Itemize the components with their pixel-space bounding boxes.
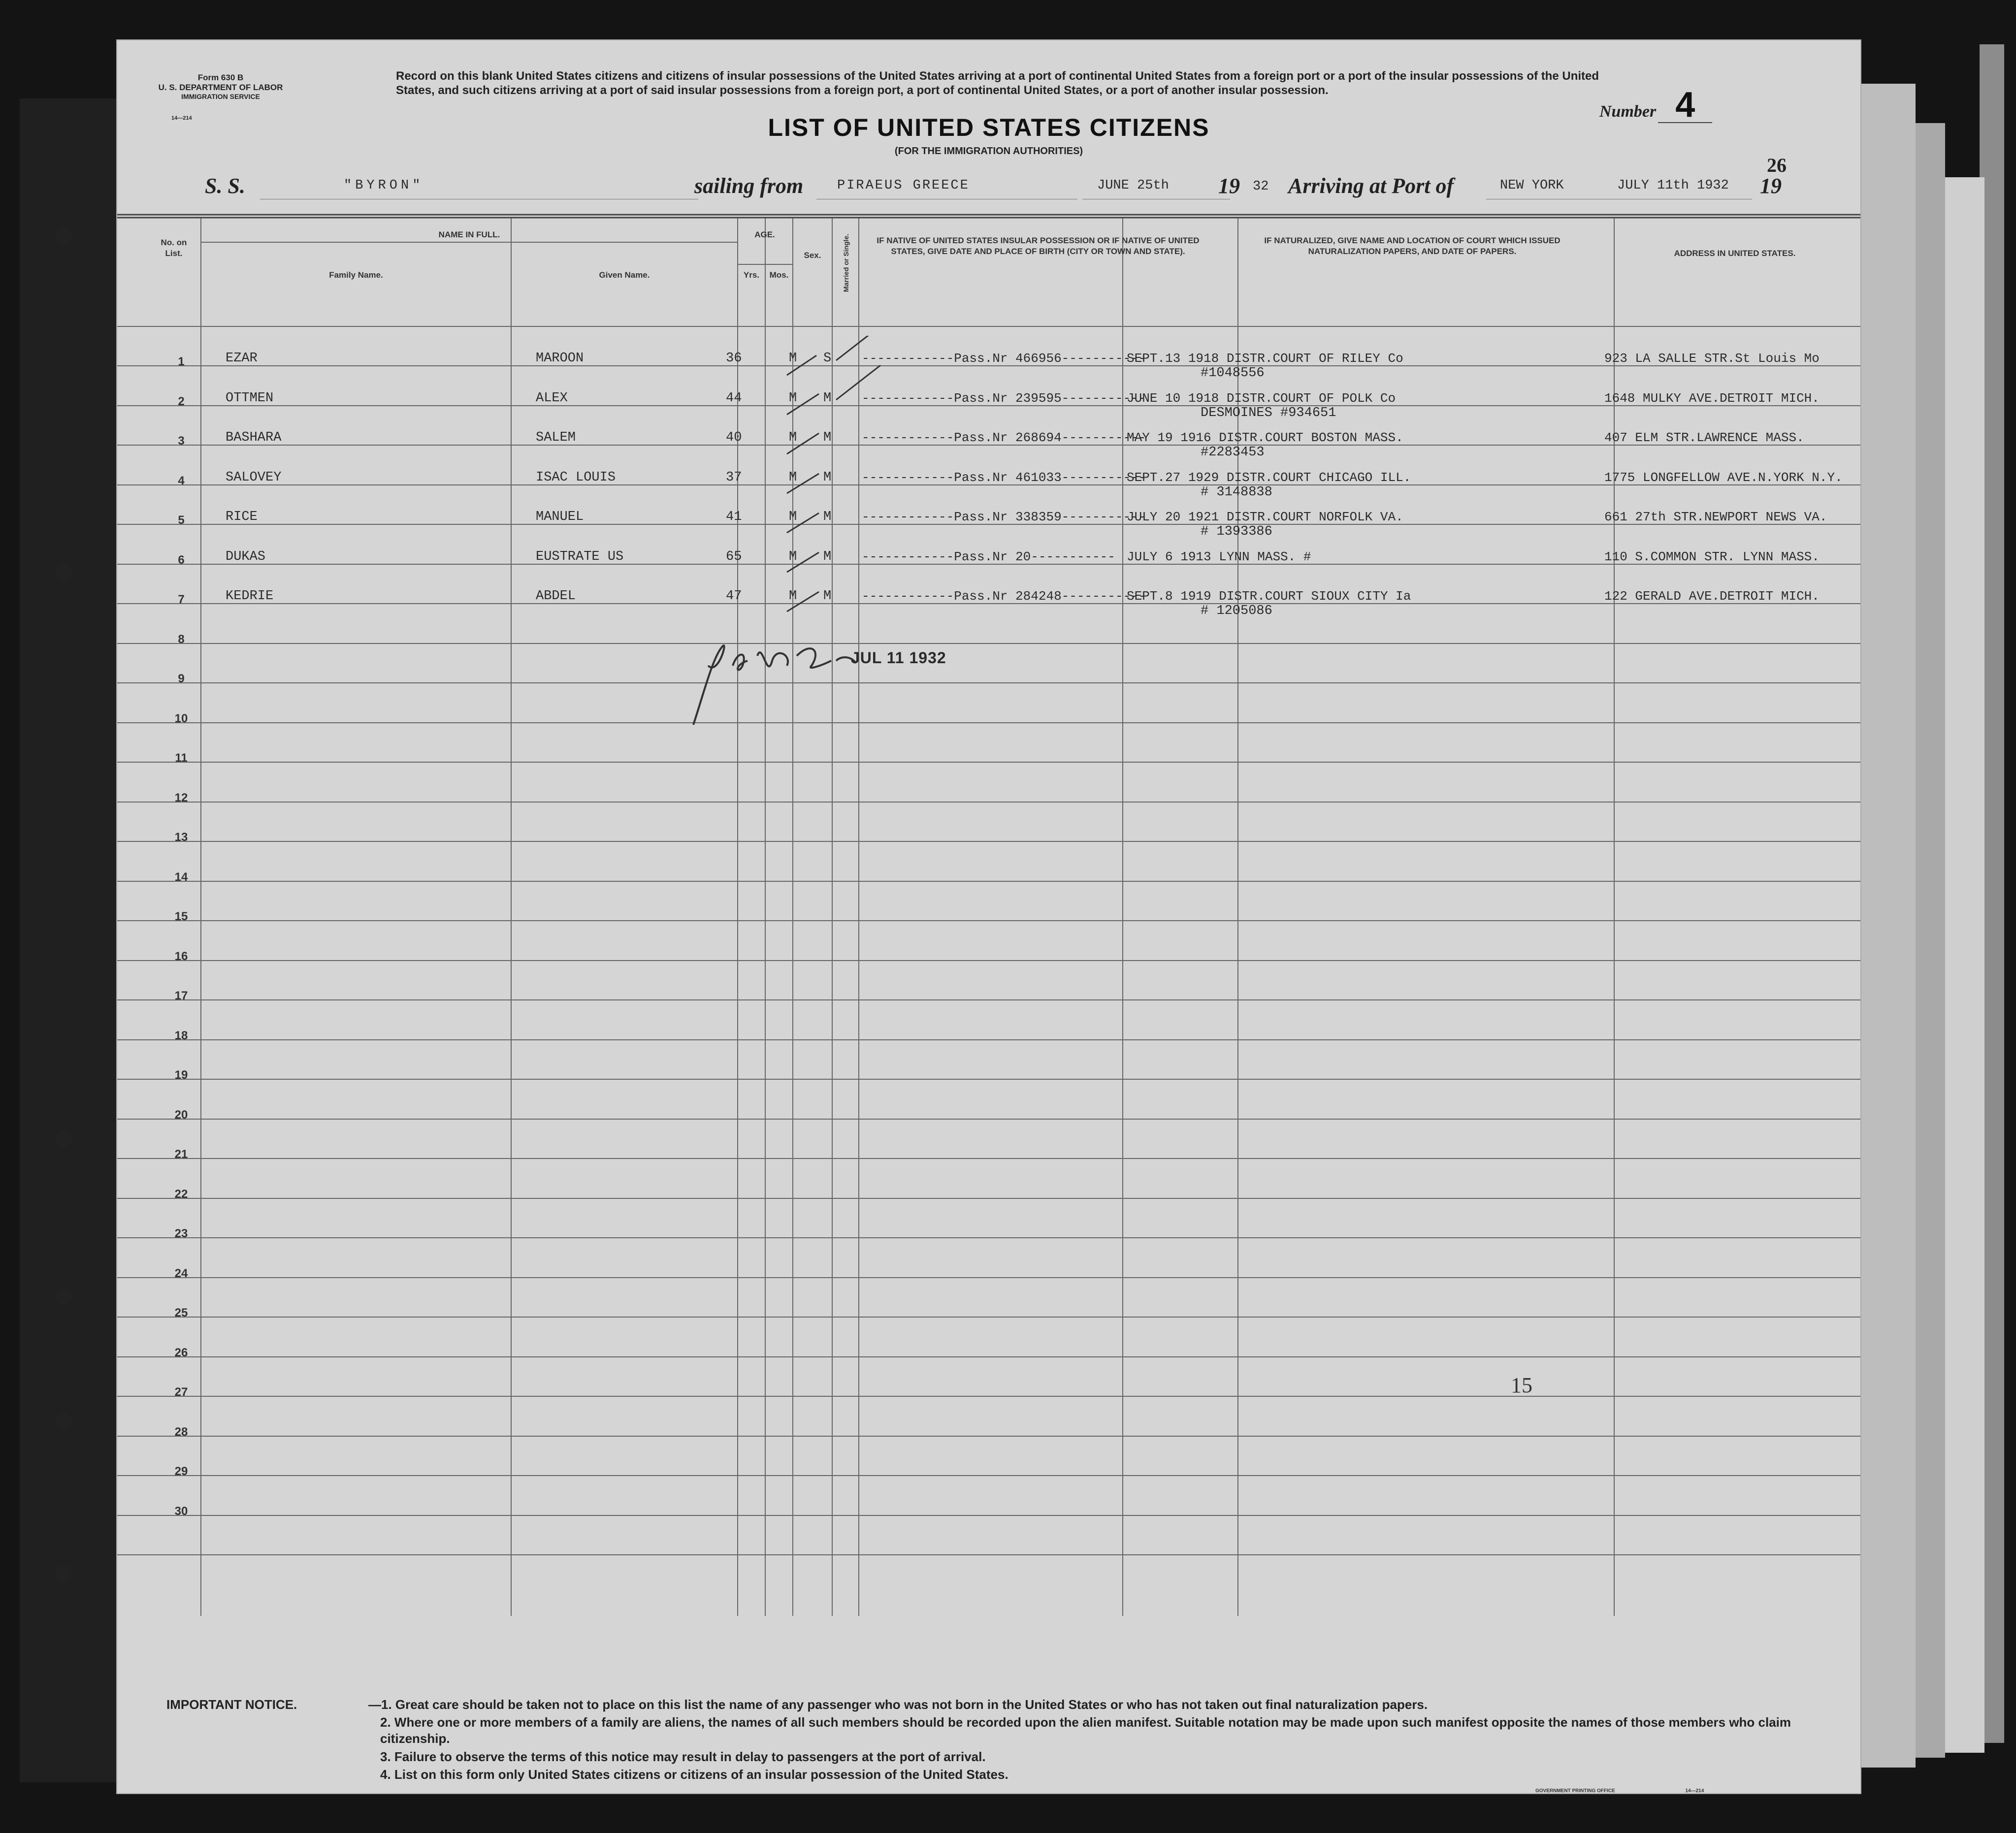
form-instruction: Record on this blank United States citizens and citizens of insular possessions of the United States arriving at a port of continental United States from a foreign port or a port of the insular possessions of the United States, and such citizens arriving at a port of said insular possessions from a foreign port, a port of continental United States, or a port of another insular possession. [396, 69, 1599, 97]
cell-marital: M [823, 430, 832, 445]
tick-mark [836, 336, 880, 400]
cell-address: 1648 MULKY AVE.DETROIT MICH. [1604, 390, 1820, 406]
cell-address: 661 27th STR.NEWPORT NEWS VA. [1604, 510, 1827, 524]
tick-mark [787, 355, 816, 375]
form-code: 14—214 [171, 115, 192, 121]
row-number: 5 [178, 514, 185, 527]
cell-native: ------------Pass.Nr 268694----------- [862, 430, 1146, 445]
cell-naturalized-2: # 3148838 [1201, 484, 1272, 500]
cell-given: MAROON [536, 351, 584, 366]
arrival-port: NEW YORK [1500, 178, 1564, 193]
row-number: 17 [174, 989, 188, 1002]
row-number: 8 [178, 632, 185, 646]
row-number: 13 [174, 831, 188, 844]
cell-marital: M [823, 390, 832, 406]
row-number: 12 [174, 791, 188, 804]
date-stamp: JUL 11 1932 [851, 649, 946, 667]
cell-given: ALEX [536, 390, 568, 406]
form-number: Form 630 B [197, 73, 244, 82]
row-number: 24 [174, 1266, 188, 1280]
row-number: 21 [174, 1148, 188, 1161]
row-number: 28 [174, 1425, 188, 1439]
cell-sex: M [789, 549, 797, 564]
tick-mark [787, 433, 819, 454]
sailing-label: sailing from [694, 174, 804, 198]
cell-naturalized-2: #2283453 [1201, 445, 1265, 460]
cell-native: ------------Pass.Nr 466956----------- [862, 351, 1146, 366]
col-no-header: No. on List. [161, 238, 187, 258]
page-number: 26 [1767, 154, 1787, 176]
notice-item-4: 4. List on this form only United States citizens or citizens of an insular possession of the United States. [380, 1767, 1008, 1782]
cell-naturalized: SEPT.27 1929 DISTR.COURT CHICAGO ILL. [1127, 470, 1411, 485]
row-number: 6 [178, 553, 185, 567]
cell-yrs: 40 [726, 430, 742, 445]
background-page-edge [1911, 123, 1945, 1758]
cell-native: ------------Pass.Nr 239595----------- [862, 390, 1146, 406]
year-prefix: 19 [1218, 174, 1240, 198]
cell-native: ------------Pass.Nr 338359----------- [862, 510, 1146, 524]
cell-naturalized-2: DESMOINES #934651 [1201, 405, 1336, 420]
notice-heading: IMPORTANT NOTICE. [166, 1697, 297, 1712]
cell-family: OTTMEN [226, 390, 274, 406]
background-page-edge-left [20, 98, 116, 1782]
cell-sex: M [789, 470, 797, 485]
footer-code: 14—214 [1685, 1788, 1704, 1794]
year-label: 19 [1760, 174, 1782, 198]
cell-marital: S [823, 351, 832, 366]
cell-given: ABDEL [536, 589, 576, 604]
row-number: 2 [178, 394, 185, 408]
notice-item-1: —1. Great care should be taken not to place on this list the name of any passenger who was not born in the United States or who has not taken out final naturalization papers. [368, 1697, 1428, 1712]
row-number: 16 [174, 949, 188, 963]
cell-family: DUKAS [226, 549, 266, 564]
arrival-date: JULY 11th 1932 [1617, 178, 1729, 193]
cell-marital: M [823, 589, 832, 604]
row-number: 10 [174, 711, 188, 725]
cell-yrs: 65 [726, 549, 742, 564]
cell-naturalized: JULY 6 1913 LYNN MASS. # [1127, 549, 1311, 564]
page-subtitle: (FOR THE IMMIGRATION AUTHORITIES) [894, 146, 1083, 157]
cell-yrs: 36 [726, 351, 742, 366]
col-given-header: Given Name. [599, 270, 650, 280]
arriving-label: Arriving at Port of [1288, 174, 1454, 198]
row-number: 18 [174, 1029, 188, 1042]
row-number: 9 [178, 672, 185, 685]
row-number: 23 [174, 1227, 188, 1240]
notice-item-2: 2. Where one or more members of a family are aliens, the names of all such members should be recorded upon the alien manifest. Suitable notation may be made upon such manifest opposite the names of those members who claim citizenship. [380, 1715, 1791, 1746]
row-number: 15 [174, 910, 188, 923]
row-number: 1 [178, 355, 185, 368]
row-number: 27 [174, 1385, 188, 1399]
row-number: 4 [178, 474, 185, 487]
cell-naturalized: SEPT.8 1919 DISTR.COURT SIOUX CITY Ia [1127, 589, 1411, 604]
col-yrs-header: Yrs. [743, 270, 760, 280]
row-number: 14 [174, 870, 188, 884]
col-family-header: Family Name. [329, 270, 383, 280]
col-native-header: IF NATIVE OF UNITED STATES INSULAR POSSESSION OR IF NATIVE OF UNITED STATES, GIVE DATE AND PLACE OF BIRTH (CITY OR TOWN AND STATE). [877, 236, 1200, 256]
cell-given: ISAC LOUIS [536, 470, 616, 485]
cell-yrs: 37 [726, 470, 742, 485]
background-page-edge [1940, 177, 1984, 1753]
col-sex-header: Sex. [804, 251, 821, 260]
cell-yrs: 47 [726, 589, 742, 604]
cell-naturalized: JULY 20 1921 DISTR.COURT NORFOLK VA. [1127, 510, 1403, 524]
cell-family: BASHARA [226, 430, 282, 445]
cell-family: RICE [226, 510, 258, 524]
cell-sex: M [789, 589, 797, 604]
margin-note: 15 [1511, 1373, 1532, 1397]
cell-naturalized-2: # 1393386 [1201, 524, 1272, 539]
manifest-sheet [116, 39, 1861, 1794]
footer-printer [1535, 1788, 1704, 1794]
department-name: U. S. DEPARTMENT OF LABOR [158, 83, 283, 92]
cell-marital: M [823, 470, 832, 485]
cell-family: KEDRIE [226, 589, 274, 604]
row-number: 19 [174, 1068, 188, 1082]
col-name-header: NAME IN FULL. [438, 230, 500, 239]
cell-sex: M [789, 430, 797, 445]
cell-native: ------------Pass.Nr 461033----------- [862, 470, 1146, 485]
ss-label: S. S. [205, 174, 245, 198]
cell-address: 122 GERALD AVE.DETROIT MICH. [1604, 589, 1820, 604]
row-number: 3 [178, 434, 185, 448]
row-number: 25 [174, 1306, 188, 1319]
tick-mark [787, 394, 819, 415]
tick-mark [787, 513, 819, 533]
row-number: 20 [174, 1108, 188, 1122]
cell-sex: M [789, 351, 797, 366]
row-number: 22 [174, 1187, 188, 1201]
cell-family: EZAR [226, 351, 258, 366]
col-mos-header: Mos. [769, 270, 789, 280]
col-age-header: AGE. [754, 230, 775, 239]
cell-sex: M [789, 390, 797, 406]
notice-item-3: 3. Failure to observe the terms of this notice may result in delay to passengers at the port of arrival. [380, 1749, 986, 1764]
col-married-header: Married or Single. [842, 233, 850, 292]
cell-marital: M [823, 510, 832, 524]
tick-mark [787, 592, 819, 611]
service-name: IMMIGRATION SERVICE [181, 93, 260, 100]
tick-mark [787, 552, 819, 572]
row-number: 30 [174, 1504, 188, 1518]
row-number: 11 [175, 751, 188, 765]
sail-date: JUNE 25th [1097, 178, 1169, 193]
background-page-edge [1856, 84, 1916, 1768]
row-number: 26 [174, 1346, 188, 1359]
manifest-grid [117, 40, 1860, 1793]
cell-address: 407 ELM STR.LAWRENCE MASS. [1604, 430, 1804, 445]
from-port: PIRAEUS GREECE [837, 178, 970, 193]
cell-marital: M [823, 549, 832, 564]
cell-naturalized-2: # 1205086 [1201, 604, 1272, 618]
cell-naturalized: SEPT.13 1918 DISTR.COURT OF RILEY Co [1127, 351, 1403, 366]
cell-yrs: 44 [726, 390, 742, 406]
row-number: 7 [178, 593, 185, 606]
row-number: 29 [174, 1465, 188, 1478]
cell-given: MANUEL [536, 510, 584, 524]
cell-naturalized-2: #1048556 [1201, 366, 1265, 381]
year-suffix: 32 [1253, 179, 1269, 194]
col-address-header: ADDRESS IN UNITED STATES. [1674, 249, 1796, 258]
col-naturalized-header: IF NATURALIZED, GIVE NAME AND LOCATION OF COURT WHICH ISSUED NATURALIZATION PAPERS, AND DATE OF PAPERS. [1264, 236, 1561, 256]
ship-name: "BYRON" [344, 178, 424, 193]
cell-yrs: 41 [726, 510, 742, 524]
printer-name: GOVERNMENT PRINTING OFFICE [1535, 1788, 1615, 1794]
cell-sex: M [789, 510, 797, 524]
cell-native: ------------Pass.Nr 284248----------- [862, 589, 1146, 604]
cell-family: SALOVEY [226, 470, 282, 485]
cell-address: 110 S.COMMON STR. LYNN MASS. [1604, 549, 1820, 564]
cell-address: 1775 LONGFELLOW AVE.N.YORK N.Y. [1604, 470, 1843, 485]
page-title: LIST OF UNITED STATES CITIZENS [768, 114, 1210, 141]
cell-address: 923 LA SALLE STR.St Louis Mo [1604, 351, 1820, 366]
number-value: 4 [1658, 88, 1712, 123]
cell-naturalized: MAY 19 1916 DISTR.COURT BOSTON MASS. [1127, 430, 1403, 445]
tick-mark [787, 474, 819, 493]
cell-naturalized: JUNE 10 1918 DISTR.COURT OF POLK Co [1127, 390, 1396, 406]
cell-given: SALEM [536, 430, 576, 445]
number-label: Number [1599, 102, 1657, 121]
cell-native: ------------Pass.Nr 20----------- [862, 549, 1115, 564]
cell-given: EUSTRATE US [536, 549, 624, 564]
